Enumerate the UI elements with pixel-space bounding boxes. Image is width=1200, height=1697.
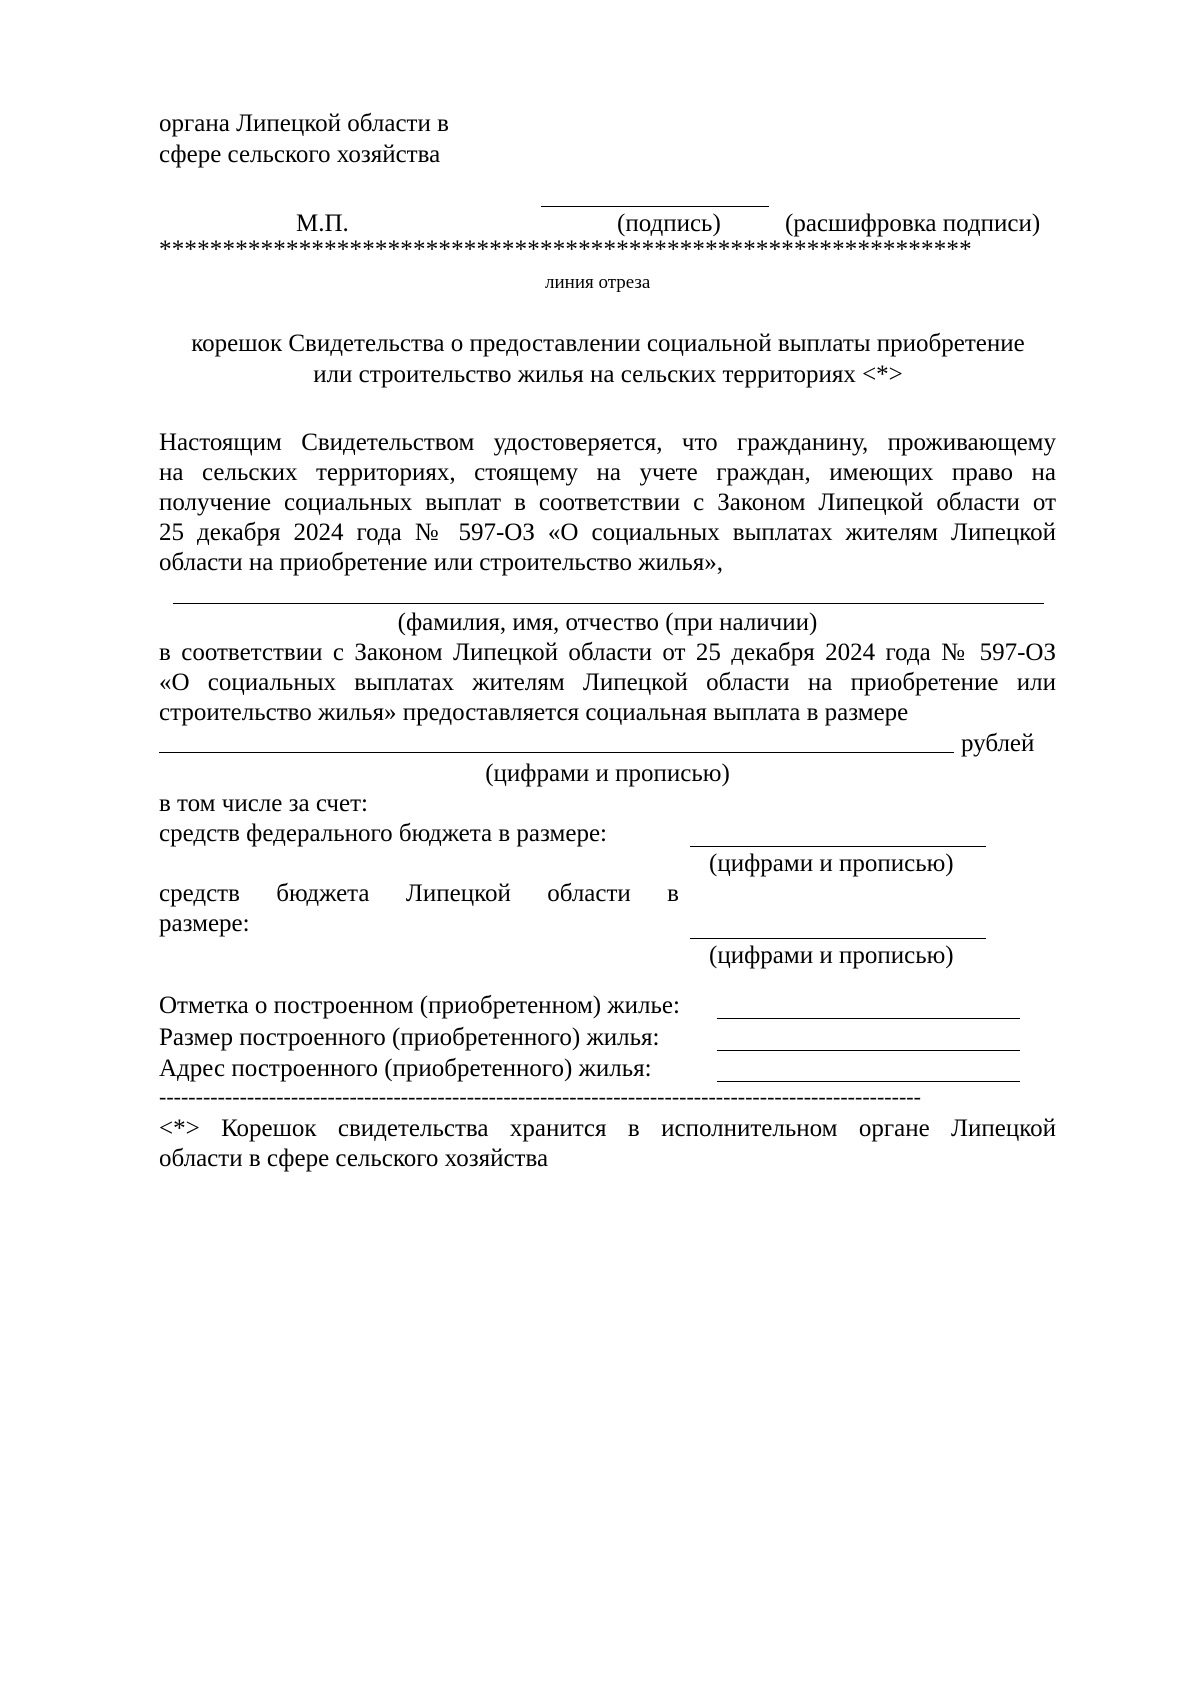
housing-mark-label: Отметка о построенном (приобретенном) жилье: xyxy=(159,992,680,1019)
title-line-1: корешок Свидетельства о предоставлении социальной выплаты приобретение xyxy=(191,330,1025,357)
intro-line-4: 25 декабря 2024 года № 597-ОЗ «О социальных выплатах жителям Липецкой xyxy=(159,519,1056,546)
fio-underline xyxy=(173,603,1044,604)
grant-line-3: строительство жилья» предоставляется социальная выплата в размере xyxy=(159,699,909,726)
housing-size-underline xyxy=(717,1050,1020,1051)
cut-stars: **************************************************************** xyxy=(159,236,972,263)
footnote-line-2: области в сфере сельского хозяйства xyxy=(159,1145,549,1172)
signature-underline xyxy=(541,206,769,207)
grant-line-2: «О социальных выплатах жителям Липецкой области на приобретение или xyxy=(159,669,1056,696)
federal-amount-underline xyxy=(690,846,986,847)
federal-amount-label: (цифрами и прописью) xyxy=(709,850,954,877)
regional-budget-line-1: средств бюджета Липецкой области в xyxy=(159,880,679,907)
cut-line-label: линия отреза xyxy=(545,272,651,293)
header-line-2: сфере сельского хозяйства xyxy=(159,141,441,168)
stamp-label: М.П. xyxy=(296,210,349,237)
intro-line-2: на сельских территориях, стоящему на учете граждан, имеющих право на xyxy=(159,459,1056,486)
fio-label: (фамилия, имя, отчество (при наличии) xyxy=(397,609,818,636)
housing-mark-underline xyxy=(717,1018,1020,1019)
signature-label: (подпись) xyxy=(617,210,721,237)
regional-amount-label: (цифрами и прописью) xyxy=(709,942,954,969)
footnote-line-1: <*> Корешок свидетельства хранится в исполнительном органе Липецкой xyxy=(159,1115,1056,1142)
amount-label: (цифрами и прописью) xyxy=(485,760,730,787)
intro-line-5: области на приобретение или строительство жилья», xyxy=(159,549,724,576)
housing-size-label: Размер построенного (приобретенного) жилья: xyxy=(159,1024,660,1051)
footnote-dashes: -------------------------------------------------------------------------------------------------------- xyxy=(159,1084,921,1109)
intro-line-3: получение социальных выплат в соответствии с Законом Липецкой области от xyxy=(159,489,1056,516)
signature-decode-label: (расшифровка подписи) xyxy=(785,210,1041,237)
amount-underline xyxy=(159,752,954,753)
regional-amount-underline xyxy=(690,938,986,939)
header-line-1: органа Липецкой области в xyxy=(159,110,449,137)
housing-address-label: Адрес построенного (приобретенного) жилья: xyxy=(159,1055,652,1082)
regional-budget-line-2: размере: xyxy=(159,910,250,937)
title-line-2: или строительство жилья на сельских территориях <*> xyxy=(313,361,903,388)
currency-label: рублей xyxy=(961,730,1035,757)
grant-line-1: в соответствии с Законом Липецкой области от 25 декабря 2024 года № 597-ОЗ xyxy=(159,639,1056,666)
intro-line-1: Настоящим Свидетельством удостоверяется, что гражданину, проживающему xyxy=(159,429,1056,456)
federal-budget-label: средств федерального бюджета в размере: xyxy=(159,820,607,847)
sources-intro: в том числе за счет: xyxy=(159,790,368,817)
